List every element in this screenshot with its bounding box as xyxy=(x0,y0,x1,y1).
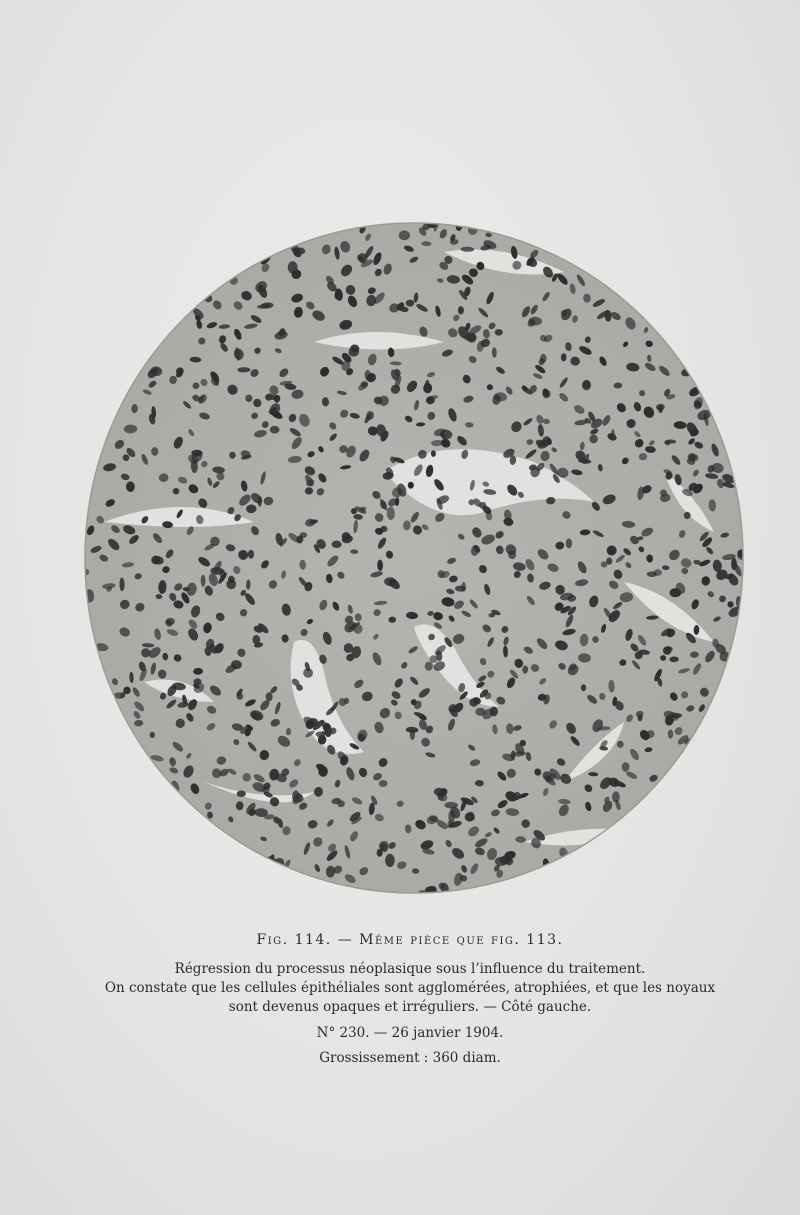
caption-line-2: On constate que les cellules épithéliales sont agglomérées, atrophiées, et que les noyaux xyxy=(104,980,716,996)
micrograph-plate xyxy=(84,222,744,894)
figure-caption xyxy=(100,932,720,1066)
caption-line-3: sont devenus opaques et irréguliers. — Côté gauche. xyxy=(228,999,592,1015)
magnification-note: Grossissement : 360 diam. xyxy=(319,1050,501,1066)
specimen-reference: N° 230. — 26 janvier 1904. xyxy=(316,1025,504,1041)
figure-title: Fig. 114. — Même pièce que fig. 113. xyxy=(256,932,564,948)
micrograph-image xyxy=(84,222,744,894)
caption-line-1: Régression du processus néoplasique sous l’influence du traitement. xyxy=(174,961,646,977)
